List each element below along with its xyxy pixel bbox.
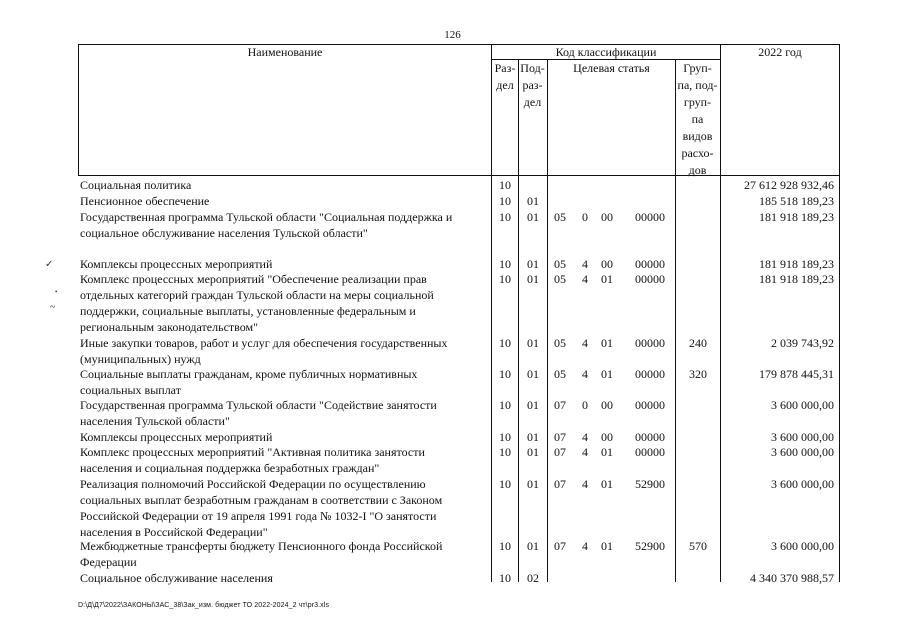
- podrazdel-column-divider: [547, 59, 548, 582]
- row-name-line: Государственная программа Тульской области "Социальная поддержка и: [80, 210, 453, 224]
- row-target-direction: 00000: [635, 445, 665, 459]
- row-name-line: поддержки, социальные выплаты, установленные федеральным и: [80, 304, 416, 318]
- row-target-complex: 01: [601, 445, 613, 459]
- row-name-line: Государственная программа Тульской области "Содействие занятости: [80, 398, 437, 412]
- row-podrazdel: 01: [527, 398, 539, 412]
- row-podrazdel: 01: [527, 257, 539, 271]
- row-podrazdel: 01: [527, 477, 539, 491]
- row-name-line: Федерации: [80, 555, 137, 569]
- row-name-line: Комплексы процессных мероприятий: [80, 257, 273, 271]
- row-target-direction: 00000: [635, 398, 665, 412]
- row-name-line: Российской Федерации от 19 апреля 1991 года № 1032-I "О занятости: [80, 509, 437, 523]
- row-target-complex: 00: [601, 210, 613, 224]
- row-podrazdel: 01: [527, 194, 539, 208]
- row-target-program: 07: [554, 398, 566, 412]
- row-podrazdel: 01: [527, 210, 539, 224]
- header-razdel-2: дел: [496, 78, 514, 92]
- row-target-complex: 01: [601, 367, 613, 381]
- row-target-type: 4: [582, 272, 588, 286]
- row-target-direction: 52900: [635, 477, 665, 491]
- row-podrazdel: 01: [527, 445, 539, 459]
- row-name-line: отдельных категорий граждан Тульской области на меры социальной: [80, 288, 434, 302]
- scan-mark: ✓: [45, 259, 54, 270]
- row-razdel: 10: [499, 257, 511, 271]
- header-podrazdel-1: Под-: [520, 61, 545, 75]
- row-target-direction: 00000: [635, 336, 665, 350]
- row-expense-group: 240: [689, 336, 707, 350]
- row-razdel: 10: [499, 398, 511, 412]
- row-razdel: 10: [499, 430, 511, 444]
- header-group-7: дов: [688, 163, 707, 177]
- row-target-type: 4: [582, 336, 588, 350]
- row-amount: 27 612 928 932,46: [744, 178, 834, 192]
- row-name-line: Комплекс процессных мероприятий "Активная политика занятости: [80, 445, 425, 459]
- header-group-4: па: [691, 112, 704, 126]
- row-amount: 3 600 000,00: [771, 477, 834, 491]
- row-target-direction: 00000: [635, 210, 665, 224]
- row-podrazdel: 01: [527, 539, 539, 553]
- row-target-direction: 00000: [635, 430, 665, 444]
- row-target-direction: 00000: [635, 367, 665, 381]
- row-target-type: 0: [582, 210, 588, 224]
- row-amount: 181 918 189,23: [759, 257, 834, 271]
- row-amount: 179 878 445,31: [759, 367, 834, 381]
- header-group-3: груп-: [683, 95, 712, 109]
- header-group-5: видов: [682, 129, 713, 143]
- row-name-line: Социальная политика: [80, 178, 192, 192]
- row-name-line: Иные закупки товаров, работ и услуг для обеспечения государственных: [80, 336, 448, 350]
- row-amount: 3 600 000,00: [771, 445, 834, 459]
- row-amount: 3 600 000,00: [771, 398, 834, 412]
- row-target-type: 4: [582, 367, 588, 381]
- row-name-line: Комплекс процессных мероприятий "Обеспечение реализации прав: [80, 272, 427, 286]
- row-name-line: Социальное обслуживание населения: [80, 571, 273, 585]
- row-target-complex: 01: [601, 539, 613, 553]
- row-target-type: 0: [582, 398, 588, 412]
- scan-mark: •: [55, 288, 58, 296]
- row-target-program: 05: [554, 272, 566, 286]
- row-amount: 4 340 370 988,57: [750, 571, 834, 585]
- row-razdel: 10: [499, 336, 511, 350]
- row-target-type: 4: [582, 430, 588, 444]
- row-target-program: 07: [554, 477, 566, 491]
- header-podrazdel-3: дел: [523, 95, 542, 109]
- header-bottom-border: [78, 175, 840, 176]
- row-razdel: 10: [499, 210, 511, 224]
- header-name: Наименование: [247, 45, 323, 59]
- header-code-classification: Код классификации: [555, 45, 657, 59]
- row-podrazdel: 01: [527, 336, 539, 350]
- header-podrazdel-2: раз-: [522, 78, 543, 92]
- row-expense-group: 320: [689, 367, 707, 381]
- row-razdel: 10: [499, 272, 511, 286]
- row-name-line: социальных выплат безработным гражданам в соответствии с Законом: [80, 493, 443, 507]
- row-target-program: 05: [554, 257, 566, 271]
- row-name-line: населения Тульской области": [80, 414, 230, 428]
- row-name-line: Пенсионное обеспечение: [80, 194, 210, 208]
- row-target-complex: 01: [601, 336, 613, 350]
- row-name-line: социальных выплат: [80, 383, 181, 397]
- row-target-complex: 00: [601, 430, 613, 444]
- row-amount: 181 918 189,23: [759, 272, 834, 286]
- row-target-direction: 00000: [635, 257, 665, 271]
- row-name-line: Комплексы процессных мероприятий: [80, 430, 273, 444]
- header-group-6: расхо-: [681, 146, 714, 160]
- row-amount: 181 918 189,23: [759, 210, 834, 224]
- row-target-complex: 00: [601, 398, 613, 412]
- row-podrazdel: 01: [527, 272, 539, 286]
- row-target-direction: 00000: [635, 272, 665, 286]
- row-name-line: населения и социальная поддержка безработных граждан": [80, 461, 380, 475]
- row-name-line: Реализация полномочий Российской Федерации по осуществлению: [80, 477, 426, 491]
- group-column-divider: [720, 44, 721, 582]
- row-target-type: 4: [582, 477, 588, 491]
- row-expense-group: 570: [689, 539, 707, 553]
- row-target-program: 05: [554, 210, 566, 224]
- row-target-program: 05: [554, 367, 566, 381]
- file-path-footer: D:\Д\Д7\2022\ЗАКОНЫ\ЗАС_38\Зак_изм. бюджет ТО 2022-2024_2 чт\pr3.xls: [78, 602, 330, 609]
- row-podrazdel: 01: [527, 367, 539, 381]
- header-group-2: па, под-: [677, 78, 718, 92]
- table-right-border: [839, 44, 840, 582]
- scan-mark: ~: [50, 302, 56, 313]
- row-razdel: 10: [499, 477, 511, 491]
- row-target-type: 4: [582, 539, 588, 553]
- name-column-divider: [491, 44, 492, 582]
- row-target-direction: 52900: [635, 539, 665, 553]
- header-razdel-1: Раз-: [494, 61, 516, 75]
- row-name-line: (муниципальных) нужд: [80, 352, 201, 366]
- row-amount: 3 600 000,00: [771, 539, 834, 553]
- row-razdel: 10: [499, 367, 511, 381]
- razdel-column-divider: [518, 59, 519, 582]
- header-target-article: Целевая статья: [573, 61, 650, 75]
- row-target-program: 07: [554, 539, 566, 553]
- row-name-line: Социальные выплаты гражданам, кроме публичных нормативных: [80, 367, 418, 381]
- row-name-line: социальное обслуживание населения Тульской области": [80, 226, 368, 240]
- row-name-line: населения в Российской Федерации": [80, 525, 268, 539]
- row-razdel: 10: [499, 539, 511, 553]
- header-year: 2022 год: [758, 45, 802, 59]
- header-group-1: Груп-: [683, 61, 712, 75]
- row-target-complex: 01: [601, 272, 613, 286]
- row-razdel: 10: [499, 571, 511, 585]
- row-target-complex: 00: [601, 257, 613, 271]
- row-amount: 185 518 189,23: [759, 194, 834, 208]
- row-target-program: 07: [554, 430, 566, 444]
- row-podrazdel: 02: [527, 571, 539, 585]
- row-target-program: 05: [554, 336, 566, 350]
- row-podrazdel: 01: [527, 430, 539, 444]
- row-target-program: 07: [554, 445, 566, 459]
- row-razdel: 10: [499, 445, 511, 459]
- page-number: 126: [444, 29, 461, 41]
- row-razdel: 10: [499, 194, 511, 208]
- row-name-line: региональным законодательством": [80, 320, 258, 334]
- row-amount: 3 600 000,00: [771, 430, 834, 444]
- table-left-border: [78, 44, 79, 176]
- row-razdel: 10: [499, 178, 511, 192]
- row-target-complex: 01: [601, 477, 613, 491]
- row-name-line: Межбюджетные трансферты бюджету Пенсионного фонда Российской: [80, 539, 443, 553]
- row-target-type: 4: [582, 445, 588, 459]
- row-target-type: 4: [582, 257, 588, 271]
- row-amount: 2 039 743,92: [771, 336, 834, 350]
